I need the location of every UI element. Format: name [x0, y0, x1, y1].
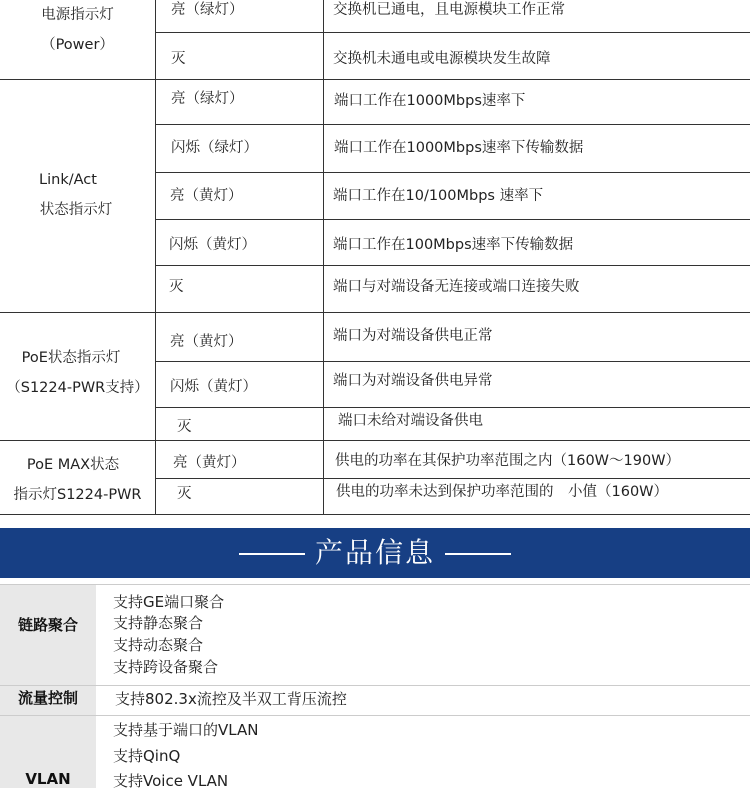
row-label: VLAN: [25, 770, 71, 788]
led-state: 亮（绿灯）: [171, 2, 244, 18]
led-desc: 端口未给对端设备供电: [338, 413, 483, 429]
led-desc: 端口为对端设备供电正常: [333, 328, 493, 344]
led-desc: 端口为对端设备供电异常: [333, 373, 493, 389]
led-desc: 交换机已通电，且电源模块工作正常: [333, 2, 565, 18]
led-desc: 端口工作在10/100Mbps 速率下: [333, 188, 544, 204]
led-desc: 供电的功率在其保护功率范围之内（160W～190W）: [335, 453, 681, 469]
led-state: 亮（绿灯）: [171, 91, 244, 107]
feature-line: 支持跨设备聚合: [113, 658, 219, 676]
group-name: 状态指示灯: [39, 202, 113, 218]
led-state: 亮（黄灯）: [173, 455, 246, 471]
product-info-table: [0, 578, 750, 788]
feature-line: 支持802.3x流控及半双工背压流控: [115, 690, 347, 708]
row-label: 流量控制: [17, 689, 78, 707]
led-desc: 供电的功率未达到保护功率范围的 小值（160W）: [336, 484, 669, 500]
group-name: 电源指示灯: [41, 7, 114, 23]
led-state: 闪烁（黄灯）: [170, 379, 257, 395]
group-name: PoE MAX状态: [26, 457, 120, 473]
led-state: 亮（黄灯）: [170, 188, 243, 204]
feature-line: 支持动态聚合: [113, 636, 204, 654]
led-state: 闪烁（黄灯）: [169, 237, 256, 253]
group-name: Link/Act: [39, 172, 97, 188]
led-state: 亮（黄灯）: [170, 334, 243, 350]
feature-line: 支持GE端口聚合: [113, 593, 225, 611]
led-state: 灭: [177, 486, 192, 502]
section-banner: [0, 528, 750, 578]
led-desc: 端口与对端设备无连接或端口连接失败: [333, 279, 580, 295]
led-desc: 端口工作在100Mbps速率下传输数据: [333, 237, 574, 253]
table-divider: [155, 0, 156, 515]
group-name: （S1224-PWR支持）: [6, 380, 149, 396]
group-name: 指示灯S1224-PWR: [13, 487, 142, 503]
section-title: 产品信息: [314, 536, 435, 569]
led-desc: 交换机未通电或电源模块发生故障: [333, 51, 551, 67]
led-desc: 端口工作在1000Mbps速率下: [334, 93, 526, 109]
table-divider: [323, 0, 324, 515]
banner-dash-right: [445, 553, 511, 555]
led-state: 灭: [171, 51, 186, 67]
feature-line: 支持基于端口的VLAN: [113, 721, 259, 739]
led-state: 灭: [169, 279, 184, 295]
led-state: 闪烁（绿灯）: [171, 140, 258, 156]
feature-line: 支持Voice VLAN: [113, 772, 229, 790]
group-name: （Power）: [41, 37, 114, 53]
feature-line: 支持QinQ: [113, 747, 181, 765]
led-state: 灭: [177, 419, 192, 435]
row-label: 链路聚合: [17, 616, 78, 634]
group-name: PoE状态指示灯: [21, 350, 121, 366]
feature-line: 支持静态聚合: [113, 614, 204, 632]
banner-dash-left: [239, 553, 305, 555]
led-desc: 端口工作在1000Mbps速率下传输数据: [334, 140, 584, 156]
